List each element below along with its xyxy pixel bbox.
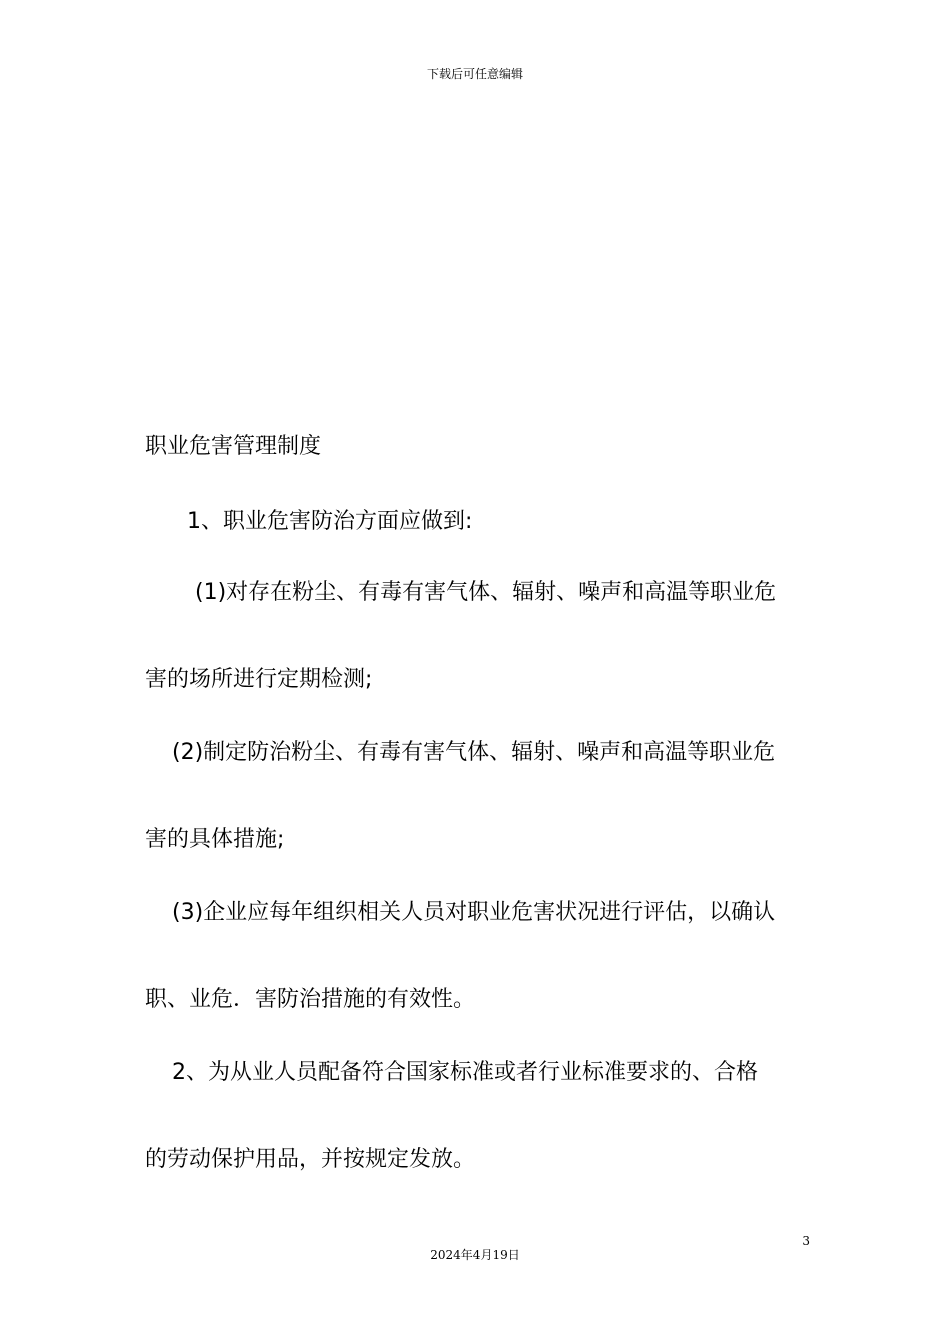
section-1-heading: 1、职业危害防治方面应做到: <box>187 509 473 534</box>
footer-date: 2024年4月19日 <box>430 1248 520 1262</box>
item-2-line-1: (2)制定防治粉尘、有毒有害气体、辐射、噪声和高温等职业危 <box>172 740 776 765</box>
document-title: 职业危害管理制度 <box>145 434 322 459</box>
item-2-line-2: 害的具体措施; <box>145 827 285 852</box>
section-2-line-1: 2、为从业人员配备符合国家标准或者行业标准要求的、合格 <box>172 1060 758 1085</box>
item-3-line-2: 职、业危．害防治措施的有效性。 <box>145 987 476 1012</box>
item-3-line-1: (3)企业应每年组织相关人员对职业危害状况进行评估，以确认 <box>172 900 776 925</box>
item-1-line-1: (1)对存在粉尘、有毒有害气体、辐射、噪声和高温等职业危 <box>195 580 777 605</box>
page-header: 下载后可任意编辑 <box>426 67 523 81</box>
page-number: 3 <box>802 1234 810 1248</box>
section-2-line-2: 的劳动保护用品，并按规定发放。 <box>145 1147 476 1172</box>
item-1-line-2: 害的场所进行定期检测; <box>145 667 373 692</box>
